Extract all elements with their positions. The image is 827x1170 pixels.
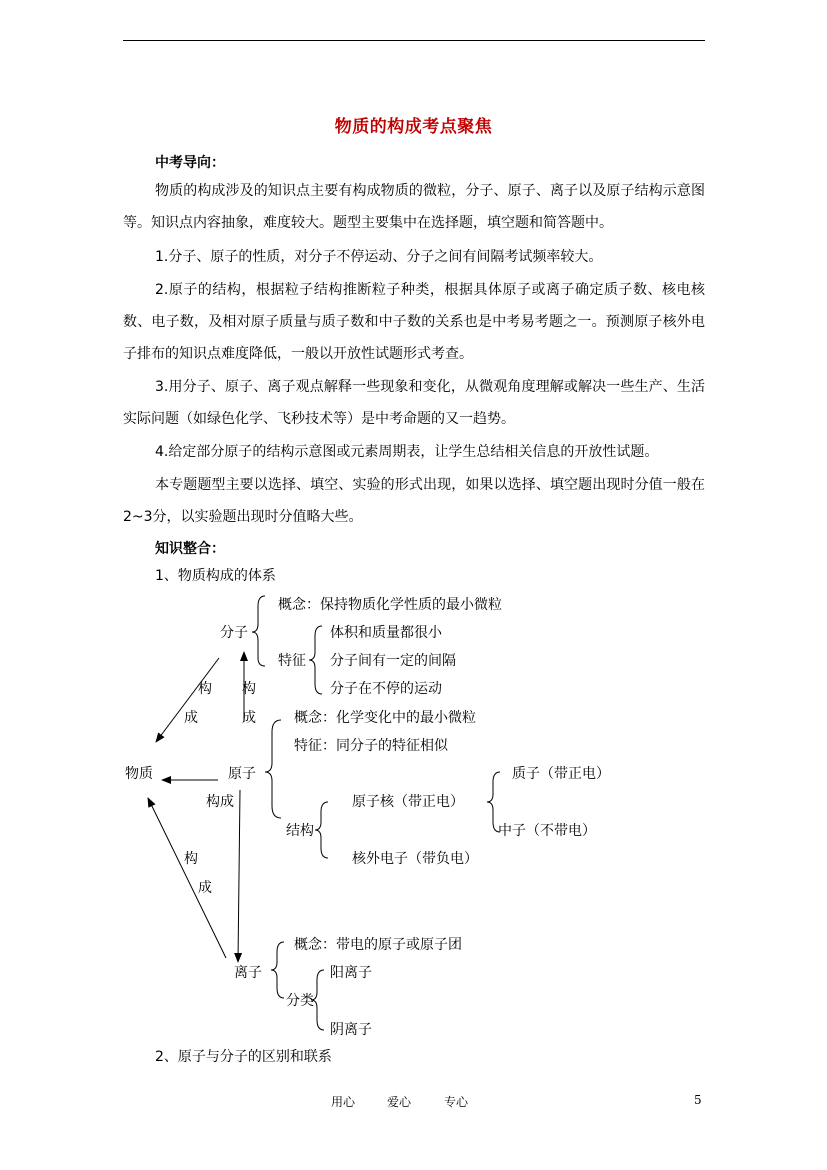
cation-label: 阳离子 — [330, 965, 372, 981]
footer-item-1: 用心 — [331, 1095, 356, 1109]
subheading-difference: 2、原子与分子的区别和联系 — [155, 1049, 332, 1065]
neutron-label: 中子（不带电） — [498, 823, 596, 839]
footer-item-2: 爱心 — [387, 1095, 412, 1109]
label-gou-lower: 构 — [184, 851, 198, 867]
molecule-feature-label: 特征 — [278, 653, 306, 669]
atom-feature: 特征：同分子的特征相似 — [294, 738, 448, 754]
footer-item-3: 专心 — [444, 1095, 469, 1109]
label-gou-right: 构 — [242, 681, 256, 697]
section-heading-guidance: 中考导向： — [155, 155, 225, 171]
molecule-feature-2: 分子间有一定的间隔 — [330, 653, 456, 669]
atom-concept: 概念：化学变化中的最小微粒 — [294, 710, 476, 726]
point-2: 2.原子的结构，根据粒子结构推断粒子种类，根据具体原子或离子确定质子数、核电核数、电子数，及相对原子质量与质子数和中子数的关系也是中考易考题之一。预测原子核外电子排布的知识点难度降低，一般以开放性试题形式考查。 — [123, 282, 705, 362]
molecule-feature-1: 体积和质量都很小 — [330, 625, 442, 641]
electrons-label: 核外电子（带负电） — [352, 851, 478, 867]
intro-paragraph: 物质的构成涉及的知识点主要有构成物质的微粒，分子、原子、离子以及原子结构示意图等。知识点内容抽象，难度较大。题型主要集中在选择题，填空题和简答题中。 — [123, 183, 705, 231]
label-gou-left: 构 — [198, 681, 212, 697]
ion-brace — [271, 942, 284, 998]
arrow-ion-to-substance — [148, 798, 226, 958]
feature-brace — [309, 626, 322, 694]
molecule-concept: 概念：保持物质化学性质的最小微粒 — [278, 597, 502, 613]
proton-label: 质子（带正电） — [512, 766, 610, 782]
molecule-node: 分子 — [220, 625, 248, 641]
point-1: 1.分子、原子的性质，对分子不停运动、分子之间有间隔考试频率较大。 — [155, 249, 603, 265]
structure-label: 结构 — [286, 823, 314, 839]
label-goucheng: 构成 — [206, 794, 234, 810]
summary-paragraph: 本专题题型主要以选择、填空、实验的形式出现，如果以选择、填空题出现时分值一般在2~3分，以实验题出现时分值略大些。 — [123, 477, 705, 525]
label-cheng-left: 成 — [184, 710, 198, 726]
ion-node: 离子 — [234, 965, 262, 981]
page-title: 物质的构成考点聚焦 — [334, 117, 493, 137]
molecule-feature-3: 分子在不停的运动 — [330, 681, 442, 697]
label-cheng-right: 成 — [242, 710, 256, 726]
ion-concept: 概念：带电的原子或原子团 — [294, 937, 462, 953]
point-4: 4.给定部分原子的结构示意图或元素周期表，让学生总结相关信息的开放性试题。 — [155, 444, 659, 460]
atom-node: 原子 — [228, 766, 256, 782]
substance-node: 物质 — [125, 766, 153, 782]
section-heading-integration: 知识整合： — [155, 541, 225, 557]
nucleus-label: 原子核（带正电） — [352, 794, 464, 810]
ion-class-label: 分类 — [286, 993, 314, 1009]
atom-brace — [265, 720, 281, 818]
subheading-system: 1、物质构成的体系 — [155, 568, 276, 584]
page-number: 5 — [694, 1093, 702, 1107]
molecule-brace — [252, 596, 265, 666]
label-cheng-lower: 成 — [198, 880, 212, 896]
arrow-molecule-to-substance — [156, 658, 219, 742]
point-3: 3.用分子、原子、离子观点解释一些现象和变化，从微观角度理解或解决一些生产、生活实际问题（如绿色化学、飞秒技术等）是中考命题的又一趋势。 — [123, 379, 705, 427]
arrow-atom-to-ion — [238, 790, 240, 962]
structure-brace — [315, 802, 328, 858]
anion-label: 阴离子 — [330, 1022, 372, 1038]
